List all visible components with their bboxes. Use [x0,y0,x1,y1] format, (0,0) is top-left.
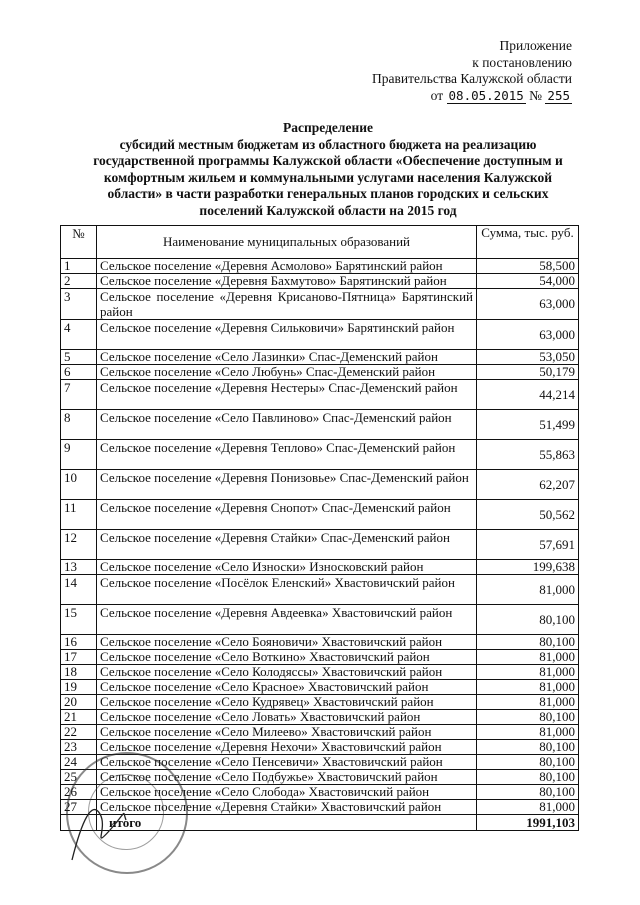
table-row [61,380,579,410]
row-name: Сельское поселение «Деревня Теплово» Спас-Деменский район [97,440,477,470]
row-number: 27 [61,800,97,815]
row-sum: 80,100 [477,710,579,725]
row-sum: 50,179 [477,365,579,380]
document-title [58,120,598,219]
row-number: 23 [61,740,97,755]
table-row [61,755,579,770]
total-sum: 1991,103 [477,815,579,831]
row-name: Сельское поселение «Деревня Снопот» Спас-Деменский район [97,500,477,530]
row-number: 24 [61,755,97,770]
row-sum: 81,000 [477,680,579,695]
row-name: Сельское поселение «Село Воткино» Хвастовичский район [97,650,477,665]
table-row [61,440,579,470]
row-number: 1 [61,259,97,274]
total-label: итого [97,815,477,831]
row-number: 16 [61,635,97,650]
appendix-line-1: Приложение [499,38,572,53]
table-row [61,605,579,635]
title-line-6: поселений Калужской области на 2015 год [199,202,457,218]
row-number: 25 [61,770,97,785]
row-number: 17 [61,650,97,665]
row-sum: 81,000 [477,695,579,710]
appendix-block [372,38,572,104]
table-row [61,725,579,740]
row-number: 18 [61,665,97,680]
row-sum: 53,050 [477,350,579,365]
row-number: 21 [61,710,97,725]
row-sum: 57,691 [477,530,579,560]
row-name: Сельское поселение «Село Бояновичи» Хвастовичский район [97,635,477,650]
table-row [61,680,579,695]
appendix-line-3: Правительства Калужской области [371,71,572,86]
row-number: 19 [61,680,97,695]
row-sum: 55,863 [477,440,579,470]
row-name: Сельское поселение «Деревня Авдеевка» Хвастовичский район [97,605,477,635]
total-row [61,815,579,831]
table-row [61,500,579,530]
decree-number: 255 [547,87,570,103]
row-number: 2 [61,274,97,289]
row-name: Сельское поселение «Деревня Стайки» Хвастовичский район [97,800,477,815]
row-name: Сельское поселение «Деревня Асмолово» Барятинский район [97,259,477,274]
row-sum: 81,000 [477,665,579,680]
total-empty-cell [61,815,97,831]
appendix-date-line [372,88,572,105]
table-row [61,740,579,755]
table-row [61,770,579,785]
table-row [61,575,579,605]
row-number: 5 [61,350,97,365]
row-name: Сельское поселение «Деревня Крисаново-Пятница» Барятинский район [97,289,477,320]
row-name: Сельское поселение «Село Павлиново» Спас-Деменский район [97,410,477,440]
table-row [61,320,579,350]
row-sum: 80,100 [477,785,579,800]
title-line-2: субсидий местным бюджетам из областного бюджета на реализацию [119,136,537,152]
row-number: 7 [61,380,97,410]
row-sum: 54,000 [477,274,579,289]
row-sum: 80,100 [477,635,579,650]
table-row [61,635,579,650]
row-number: 3 [61,289,97,320]
table-header-row [61,226,579,259]
row-name: Сельское поселение «Деревня Нехочи» Хвастовичский район [97,740,477,755]
row-sum: 81,000 [477,575,579,605]
title-line-3: государственной программы Калужской области «Обеспечение доступным и [93,153,563,168]
row-name: Сельское поселение «Село Кудрявец» Хвастовичский район [97,695,477,710]
row-name: Сельское поселение «Посёлок Еленский» Хвастовичский район [97,575,477,605]
row-number: 14 [61,575,97,605]
row-number: 6 [61,365,97,380]
row-name: Сельское поселение «Село Пенсевичи» Хвастовичский район [97,755,477,770]
table-body [61,259,579,831]
header-name: Наименование муниципальных образований [97,226,477,259]
table-row [61,695,579,710]
table-row [61,259,579,274]
row-sum: 58,500 [477,259,579,274]
table-row [61,274,579,289]
row-name: Сельское поселение «Деревня Сильковичи» Барятинский район [97,320,477,350]
table-row [61,800,579,815]
table-row [61,650,579,665]
table-row [61,785,579,800]
row-number: 26 [61,785,97,800]
header-num: № [61,226,97,259]
table-row [61,530,579,560]
title-line-1: Распределение [282,120,374,135]
subsidy-table [60,225,579,831]
row-number: 12 [61,530,97,560]
row-sum: 62,207 [477,470,579,500]
row-name: Сельское поселение «Село Лазинки» Спас-Деменский район [97,350,477,365]
row-name: Сельское поселение «Деревня Стайки» Спас-Деменский район [97,530,477,560]
row-sum: 63,000 [477,289,579,320]
row-name: Сельское поселение «Село Подбужье» Хвастовичский район [97,770,477,785]
row-number: 8 [61,410,97,440]
header-sum: Сумма, тыс. руб. [477,226,579,259]
row-name: Сельское поселение «Деревня Понизовье» Спас-Деменский район [97,470,477,500]
row-sum: 51,499 [477,410,579,440]
title-line-4: комфортным жильем и коммунальными услугами населения Калужской [103,169,553,185]
table-row [61,350,579,365]
row-sum: 50,562 [477,500,579,530]
row-number: 15 [61,605,97,635]
title-line-5: области» в части разработки генеральных планов городских и сельских [107,186,549,201]
row-sum: 81,000 [477,725,579,740]
table-row [61,470,579,500]
decree-date: 08.05.2015 [448,87,524,103]
row-sum: 199,638 [477,560,579,575]
row-number: 20 [61,695,97,710]
row-number: 9 [61,440,97,470]
row-number: 10 [61,470,97,500]
number-prefix: № [529,87,543,103]
row-name: Сельское поселение «Деревня Нестеры» Спас-Деменский район [97,380,477,410]
row-name: Сельское поселение «Село Ловать» Хвастовичский район [97,710,477,725]
appendix-line-2: к постановлению [472,54,572,70]
table-row [61,665,579,680]
row-sum: 80,100 [477,740,579,755]
row-sum: 81,000 [477,800,579,815]
row-sum: 80,100 [477,605,579,635]
row-sum: 80,100 [477,770,579,785]
table-row [61,710,579,725]
row-name: Сельское поселение «Село Колодяссы» Хвастовичский район [97,665,477,680]
row-sum: 44,214 [477,380,579,410]
row-name: Сельское поселение «Село Милеево» Хвастовичский район [97,725,477,740]
row-name: Сельское поселение «Село Красное» Хвастовичский район [97,680,477,695]
date-prefix: от [430,87,444,103]
row-sum: 80,100 [477,755,579,770]
row-number: 22 [61,725,97,740]
table-row [61,410,579,440]
row-number: 4 [61,320,97,350]
row-name: Сельское поселение «Деревня Бахмутово» Барятинский район [97,274,477,289]
row-number: 11 [61,500,97,530]
table-row [61,560,579,575]
row-number: 13 [61,560,97,575]
row-name: Сельское поселение «Село Слобода» Хвастовичский район [97,785,477,800]
table-row [61,365,579,380]
row-sum: 81,000 [477,650,579,665]
row-sum: 63,000 [477,320,579,350]
row-name: Сельское поселение «Село Износки» Износковский район [97,560,477,575]
row-name: Сельское поселение «Село Любунь» Спас-Деменский район [97,365,477,380]
table-row [61,289,579,320]
